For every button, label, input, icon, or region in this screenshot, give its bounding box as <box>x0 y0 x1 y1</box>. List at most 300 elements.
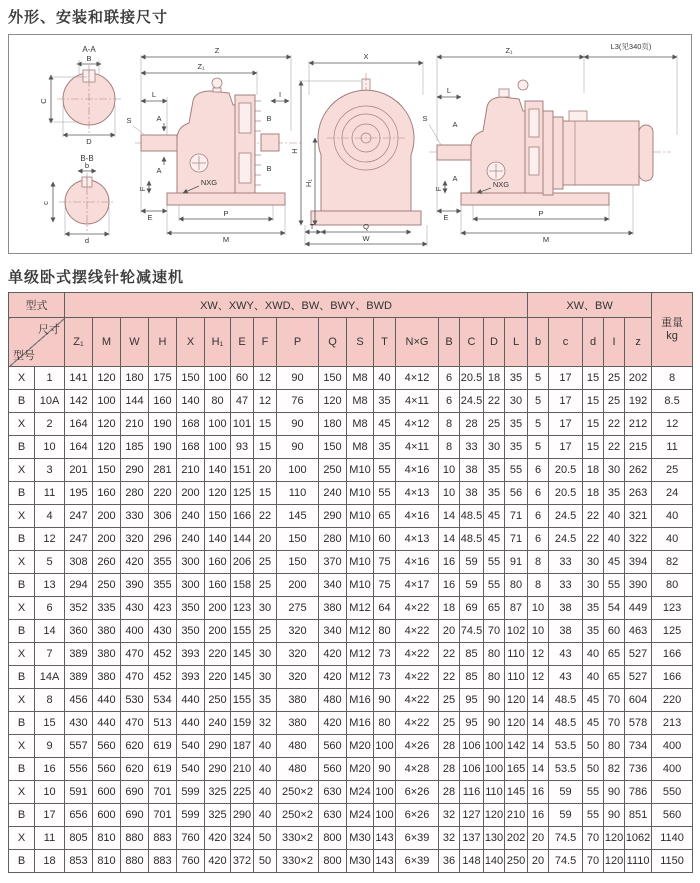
cell-col-17: 71 <box>505 528 528 551</box>
dim-label-H: H <box>290 148 299 154</box>
cell-col-2: 200 <box>93 505 121 528</box>
cell-col-22: 527 <box>625 643 652 666</box>
cell-col-15: 24.5 <box>460 390 484 413</box>
model-group-2-header: XW、BW <box>528 293 652 318</box>
cell-col-6: 200 <box>205 597 231 620</box>
cell-col-7: 125 <box>231 482 254 505</box>
table-row <box>9 735 693 758</box>
cell-col-23: 80 <box>652 574 693 597</box>
dim-label-B: B <box>86 54 92 63</box>
cell-col-6: 240 <box>205 712 231 735</box>
shaft-label-S-motor: S <box>422 114 428 123</box>
cell-col-19: 17 <box>549 367 583 390</box>
cell-col-22: 262 <box>625 459 652 482</box>
cell-col-4: 296 <box>149 528 177 551</box>
cell-col-4: 430 <box>149 620 177 643</box>
cell-col-11: M10 <box>347 482 374 505</box>
col-header-9: P <box>277 318 319 367</box>
cell-col-19: 20.5 <box>549 459 583 482</box>
cell-col-10: 420 <box>319 643 347 666</box>
cell-col-5: 540 <box>177 735 205 758</box>
cell-col-6: 420 <box>205 827 231 850</box>
cell-col-7: 60 <box>231 367 254 390</box>
cell-col-7: 166 <box>231 505 254 528</box>
cell-col-16: 80 <box>484 666 505 689</box>
cell-col-11: M10 <box>347 528 374 551</box>
cell-col-3: 185 <box>121 436 149 459</box>
section-mark-B-top: B <box>266 114 272 123</box>
model-number: 9 <box>35 735 65 758</box>
cell-col-21: 22 <box>604 436 625 459</box>
cell-col-1: 141 <box>65 367 93 390</box>
model-prefix: X <box>9 827 35 850</box>
cell-col-13: 4×16 <box>396 459 439 482</box>
cell-col-5: 393 <box>177 643 205 666</box>
cell-col-11: M10 <box>347 551 374 574</box>
dim-label-T: T <box>309 222 315 231</box>
cell-col-7: 47 <box>231 390 254 413</box>
cell-col-12: 143 <box>374 850 396 873</box>
cell-col-20: 18 <box>583 482 604 505</box>
cell-col-2: 120 <box>93 436 121 459</box>
cell-col-12: 60 <box>374 528 396 551</box>
cell-col-3: 620 <box>121 735 149 758</box>
cell-col-21: 82 <box>604 758 625 781</box>
cell-col-10: 150 <box>319 367 347 390</box>
type-header: 型式 <box>9 293 65 318</box>
cell-col-12: 55 <box>374 482 396 505</box>
cell-col-15: 137 <box>460 827 484 850</box>
model-prefix: X <box>9 781 35 804</box>
cell-col-4: 619 <box>149 735 177 758</box>
cell-col-8: 25 <box>254 574 277 597</box>
col-header-17: L <box>505 318 528 367</box>
table-row <box>9 666 693 689</box>
cell-col-14: 25 <box>439 689 460 712</box>
cell-col-22: 1062 <box>625 827 652 850</box>
cell-col-12: 100 <box>374 781 396 804</box>
cell-col-8: 40 <box>254 735 277 758</box>
dim-label-Z1-motor: Z₁ <box>505 46 513 55</box>
cell-col-21: 40 <box>604 528 625 551</box>
cell-col-11: M16 <box>347 689 374 712</box>
col-header-10: Q <box>319 318 347 367</box>
cell-col-10: 800 <box>319 827 347 850</box>
spec-table <box>8 292 693 873</box>
dimension-drawings-panel <box>8 34 692 254</box>
table-row <box>9 804 693 827</box>
cell-col-14: 16 <box>439 574 460 597</box>
side-view-reducer <box>126 46 303 244</box>
cell-col-10: 250 <box>319 459 347 482</box>
cell-col-13: 4×26 <box>396 735 439 758</box>
col-header-20: d <box>583 318 604 367</box>
cell-col-6: 150 <box>205 505 231 528</box>
cell-col-10: 370 <box>319 551 347 574</box>
cell-col-11: M20 <box>347 758 374 781</box>
cell-col-8: 30 <box>254 643 277 666</box>
cell-col-7: 324 <box>231 827 254 850</box>
cell-col-13: 4×13 <box>396 528 439 551</box>
table-row <box>9 643 693 666</box>
model-number: 10 <box>35 781 65 804</box>
cell-col-17: 35 <box>505 413 528 436</box>
cell-col-5: 140 <box>177 390 205 413</box>
cell-col-8: 15 <box>254 436 277 459</box>
table-row <box>9 689 693 712</box>
cell-col-15: 48.5 <box>460 505 484 528</box>
cell-col-4: 220 <box>149 482 177 505</box>
dim-label-d: d <box>84 236 90 245</box>
cell-col-1: 247 <box>65 505 93 528</box>
cell-col-15: 74.5 <box>460 620 484 643</box>
cell-col-21: 25 <box>604 367 625 390</box>
cell-col-11: M16 <box>347 712 374 735</box>
cell-col-1: 430 <box>65 712 93 735</box>
cell-col-15: 106 <box>460 735 484 758</box>
cell-col-1: 805 <box>65 827 93 850</box>
cell-col-4: 423 <box>149 597 177 620</box>
cell-col-5: 240 <box>177 528 205 551</box>
section-mark-A-bottom: A <box>156 166 162 175</box>
cell-col-6: 160 <box>205 574 231 597</box>
cell-col-7: 206 <box>231 551 254 574</box>
section-bb-title: B-B <box>80 154 94 163</box>
model-number: 12 <box>35 528 65 551</box>
cell-col-1: 389 <box>65 643 93 666</box>
cell-col-1: 591 <box>65 781 93 804</box>
model-prefix: B <box>9 436 35 459</box>
cell-col-20: 40 <box>583 666 604 689</box>
cell-col-9: 380 <box>277 689 319 712</box>
cell-col-14: 28 <box>439 735 460 758</box>
cell-col-4: 701 <box>149 804 177 827</box>
model-number: 1 <box>35 367 65 390</box>
cell-col-16: 90 <box>484 712 505 735</box>
cell-col-15: 127 <box>460 804 484 827</box>
cell-col-3: 280 <box>121 482 149 505</box>
cell-col-20: 50 <box>583 735 604 758</box>
cell-col-6: 290 <box>205 735 231 758</box>
cell-col-20: 15 <box>583 413 604 436</box>
cell-col-7: 151 <box>231 459 254 482</box>
cell-col-2: 440 <box>93 689 121 712</box>
cell-col-3: 470 <box>121 712 149 735</box>
cell-col-2: 250 <box>93 574 121 597</box>
cell-col-11: M12 <box>347 597 374 620</box>
cell-col-3: 320 <box>121 528 149 551</box>
cell-col-19: 17 <box>549 390 583 413</box>
cell-col-6: 325 <box>205 804 231 827</box>
cell-col-13: 6×26 <box>396 804 439 827</box>
cell-col-1: 164 <box>65 436 93 459</box>
cell-col-14: 16 <box>439 551 460 574</box>
cell-col-2: 380 <box>93 620 121 643</box>
cell-col-19: 38 <box>549 620 583 643</box>
cell-col-5: 599 <box>177 804 205 827</box>
col-header-4: H <box>149 318 177 367</box>
cell-col-16: 110 <box>484 781 505 804</box>
cell-col-19: 74.5 <box>549 827 583 850</box>
cell-col-6: 220 <box>205 666 231 689</box>
model-prefix: B <box>9 620 35 643</box>
cell-col-20: 70 <box>583 850 604 873</box>
cell-col-18: 14 <box>528 689 549 712</box>
cell-col-13: 4×11 <box>396 436 439 459</box>
cell-col-13: 4×22 <box>396 620 439 643</box>
cell-col-14: 28 <box>439 781 460 804</box>
cell-col-8: 15 <box>254 413 277 436</box>
model-prefix: X <box>9 643 35 666</box>
cell-col-12: 143 <box>374 827 396 850</box>
cell-col-16: 45 <box>484 505 505 528</box>
front-view-reducer <box>290 52 427 246</box>
section-view-bb <box>41 154 115 245</box>
model-number: 11 <box>35 482 65 505</box>
cell-col-9: 330×2 <box>277 850 319 873</box>
dim-label-X: X <box>363 52 369 61</box>
cell-col-18: 5 <box>528 436 549 459</box>
cell-col-1: 308 <box>65 551 93 574</box>
model-number: 17 <box>35 804 65 827</box>
cell-col-4: 534 <box>149 689 177 712</box>
cell-col-9: 90 <box>277 436 319 459</box>
model-group-1-header: XW、XWY、XWD、BW、BWY、BWD <box>65 293 528 318</box>
cell-col-19: 43 <box>549 643 583 666</box>
cell-col-1: 656 <box>65 804 93 827</box>
cell-col-2: 600 <box>93 804 121 827</box>
cell-col-19: 17 <box>549 413 583 436</box>
cell-col-4: 452 <box>149 666 177 689</box>
cell-col-9: 110 <box>277 482 319 505</box>
section-mark-A-top: A <box>156 114 162 123</box>
cell-col-20: 55 <box>583 804 604 827</box>
model-number: 8 <box>35 689 65 712</box>
cell-col-3: 470 <box>121 643 149 666</box>
cell-col-14: 28 <box>439 758 460 781</box>
cell-col-11: M24 <box>347 781 374 804</box>
cell-col-23: 24 <box>652 482 693 505</box>
cell-col-13: 4×16 <box>396 551 439 574</box>
cell-col-18: 6 <box>528 459 549 482</box>
cell-col-8: 35 <box>254 689 277 712</box>
cell-col-9: 380 <box>277 712 319 735</box>
cell-col-5: 168 <box>177 436 205 459</box>
cell-col-7: 101 <box>231 413 254 436</box>
cell-col-10: 180 <box>319 413 347 436</box>
cell-col-6: 100 <box>205 436 231 459</box>
cell-col-18: 5 <box>528 367 549 390</box>
cell-col-18: 6 <box>528 505 549 528</box>
cell-col-18: 16 <box>528 781 549 804</box>
cell-col-23: 82 <box>652 551 693 574</box>
cell-col-23: 12 <box>652 413 693 436</box>
cell-col-14: 14 <box>439 505 460 528</box>
cell-col-3: 530 <box>121 689 149 712</box>
cell-col-6: 420 <box>205 850 231 873</box>
cell-col-10: 480 <box>319 689 347 712</box>
page-title-dimensions: 外形、安装和联接尺寸 <box>8 9 169 26</box>
cell-col-8: 40 <box>254 804 277 827</box>
model-number: 14A <box>35 666 65 689</box>
cell-col-23: 40 <box>652 528 693 551</box>
cell-col-21: 120 <box>604 827 625 850</box>
model-number: 18 <box>35 850 65 873</box>
cell-col-4: 883 <box>149 827 177 850</box>
table-row <box>9 390 693 413</box>
model-number: 11 <box>35 827 65 850</box>
page-title-reducer-type: 单级卧式摆线针轮减速机 <box>8 269 185 286</box>
model-number: 13 <box>35 574 65 597</box>
table-row <box>9 436 693 459</box>
dim-label-L-motor: L <box>446 86 452 95</box>
cell-col-12: 64 <box>374 597 396 620</box>
cell-col-17: 210 <box>505 804 528 827</box>
cell-col-20: 55 <box>583 781 604 804</box>
cell-col-20: 70 <box>583 827 604 850</box>
cell-col-4: 306 <box>149 505 177 528</box>
cell-col-8: 32 <box>254 712 277 735</box>
col-header-15: C <box>460 318 484 367</box>
cell-col-3: 400 <box>121 620 149 643</box>
cell-col-19: 43 <box>549 666 583 689</box>
cell-col-9: 100 <box>277 459 319 482</box>
cell-col-15: 95 <box>460 712 484 735</box>
cell-col-21: 65 <box>604 643 625 666</box>
cell-col-13: 6×39 <box>396 827 439 850</box>
cell-col-6: 200 <box>205 620 231 643</box>
cell-col-3: 690 <box>121 804 149 827</box>
cell-col-2: 380 <box>93 666 121 689</box>
cell-col-20: 30 <box>583 551 604 574</box>
cell-col-13: 4×22 <box>396 597 439 620</box>
col-header-12: T <box>374 318 396 367</box>
cell-col-9: 320 <box>277 643 319 666</box>
cell-col-8: 50 <box>254 827 277 850</box>
cell-col-15: 116 <box>460 781 484 804</box>
cell-col-17: 55 <box>505 459 528 482</box>
cell-col-9: 320 <box>277 666 319 689</box>
cell-col-15: 38 <box>460 482 484 505</box>
cell-col-11: M12 <box>347 643 374 666</box>
cell-col-13: 4×22 <box>396 712 439 735</box>
cell-col-8: 40 <box>254 781 277 804</box>
cell-col-2: 160 <box>93 482 121 505</box>
cell-col-20: 45 <box>583 689 604 712</box>
cell-col-17: 102 <box>505 620 528 643</box>
cell-col-22: 851 <box>625 804 652 827</box>
cell-col-20: 22 <box>583 528 604 551</box>
cell-col-5: 350 <box>177 620 205 643</box>
model-number: 16 <box>35 758 65 781</box>
cell-col-4: 281 <box>149 459 177 482</box>
cell-col-10: 240 <box>319 482 347 505</box>
col-header-19: c <box>549 318 583 367</box>
cell-col-19: 17 <box>549 436 583 459</box>
cell-col-15: 28 <box>460 413 484 436</box>
cell-col-16: 140 <box>484 850 505 873</box>
cell-col-13: 4×22 <box>396 689 439 712</box>
table-row <box>9 781 693 804</box>
cell-col-14: 22 <box>439 666 460 689</box>
table-row <box>9 459 693 482</box>
cell-col-12: 45 <box>374 413 396 436</box>
cell-col-5: 599 <box>177 781 205 804</box>
cell-col-20: 40 <box>583 643 604 666</box>
cell-col-3: 390 <box>121 574 149 597</box>
cell-col-20: 22 <box>583 505 604 528</box>
cell-col-16: 25 <box>484 413 505 436</box>
cell-col-19: 59 <box>549 781 583 804</box>
cell-col-15: 48.5 <box>460 528 484 551</box>
cell-col-3: 880 <box>121 827 149 850</box>
dim-label-D: D <box>86 137 92 146</box>
cell-col-2: 560 <box>93 735 121 758</box>
cell-col-8: 25 <box>254 620 277 643</box>
cell-col-21: 54 <box>604 597 625 620</box>
col-header-7: E <box>231 318 254 367</box>
cell-col-1: 247 <box>65 528 93 551</box>
cell-col-10: 340 <box>319 574 347 597</box>
cell-col-11: M10 <box>347 574 374 597</box>
cell-col-16: 100 <box>484 735 505 758</box>
cell-col-5: 393 <box>177 666 205 689</box>
cell-col-23: 560 <box>652 804 693 827</box>
section-aa-title: A-A <box>82 45 96 54</box>
cell-col-7: 144 <box>231 528 254 551</box>
cell-col-5: 240 <box>177 505 205 528</box>
cell-col-2: 810 <box>93 850 121 873</box>
cell-col-15: 59 <box>460 551 484 574</box>
cell-col-3: 330 <box>121 505 149 528</box>
cell-col-7: 210 <box>231 758 254 781</box>
cell-col-5: 168 <box>177 413 205 436</box>
cell-col-21: 40 <box>604 505 625 528</box>
cell-col-12: 73 <box>374 666 396 689</box>
cell-col-8: 20 <box>254 528 277 551</box>
table-row <box>9 413 693 436</box>
cell-col-5: 760 <box>177 850 205 873</box>
cell-col-23: 8 <box>652 367 693 390</box>
cell-col-10: 420 <box>319 666 347 689</box>
weight-unit: kg <box>666 329 678 342</box>
cell-col-17: 250 <box>505 850 528 873</box>
cell-col-10: 630 <box>319 781 347 804</box>
cell-col-8: 12 <box>254 390 277 413</box>
cell-col-22: 527 <box>625 666 652 689</box>
cell-col-19: 48.5 <box>549 689 583 712</box>
cell-col-8: 20 <box>254 459 277 482</box>
cell-col-13: 4×12 <box>396 413 439 436</box>
cell-col-16: 130 <box>484 827 505 850</box>
cell-col-17: 120 <box>505 689 528 712</box>
dim-label-P-motor: P <box>538 209 544 218</box>
cell-col-10: 290 <box>319 505 347 528</box>
col-header-6: H₁ <box>205 318 231 367</box>
cell-col-11: M12 <box>347 666 374 689</box>
cell-col-7: 123 <box>231 597 254 620</box>
cell-col-19: 33 <box>549 551 583 574</box>
cell-col-15: 85 <box>460 666 484 689</box>
cell-col-17: 165 <box>505 758 528 781</box>
cell-col-12: 75 <box>374 574 396 597</box>
col-header-22: z <box>625 318 652 367</box>
cell-col-18: 6 <box>528 482 549 505</box>
cell-col-3: 210 <box>121 413 149 436</box>
cell-col-22: 322 <box>625 528 652 551</box>
cell-col-3: 290 <box>121 459 149 482</box>
cell-col-13: 4×22 <box>396 643 439 666</box>
